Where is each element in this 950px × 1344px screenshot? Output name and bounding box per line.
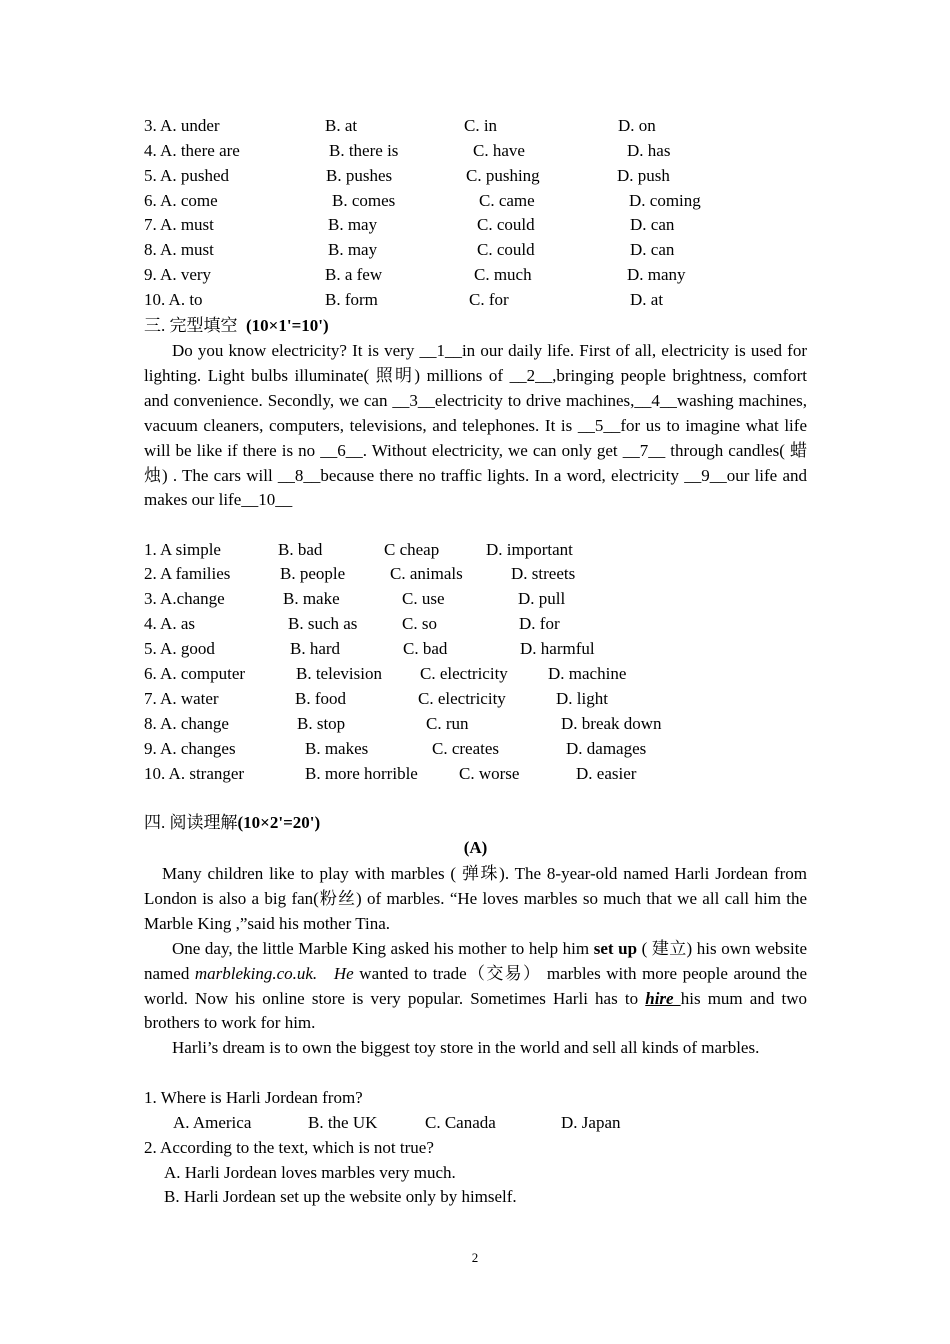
- reading-paragraph-3: Harli’s dream is to own the biggest toy store in the world and sell all kinds of marbles.: [172, 1038, 760, 1058]
- p2-text-b: ( 建立) his own website named: [144, 938, 808, 983]
- prev-q5-opt-a: 8. A. must: [144, 240, 214, 259]
- s3-q3-opt-d: D. for: [519, 614, 560, 633]
- prev-q5-opt-c: C. could: [477, 240, 535, 259]
- s3-q4-opt-d: D. harmful: [520, 639, 595, 658]
- prev-q1-opt-b: B. there is: [329, 141, 399, 160]
- reading-paragraph-1: Many children like to play with marbles ( 弹珠). The 8-year-old named Harli Jordean from London is also a big fan(粉丝) of marbles. “He loves marbles so much that we all call him the Marble King ,”said his mother Tina.: [144, 864, 807, 933]
- prev-q3-opt-d: D. coming: [629, 191, 701, 210]
- prev-q4-opt-d: D. can: [630, 215, 675, 234]
- p2-he: He: [333, 963, 354, 983]
- prev-q6-opt-b: B. a few: [325, 265, 383, 284]
- cloze-passage: Do you know electricity? It is very __1__in our daily life. First of all, electricity is used for lighting. Light bulbs illuminate( 照明) millions of __2__,bringing people brightness, comfort and convenience. Secondly, we can __3__electricity to drive machines,__4__washing machines, vacuum cleaners, computers, televisions, and telephones. It is __5__for us to imagine what life will be like if there is no __6__. Without electricity, we can only get __7__ through candles( 蜡烛) . The cars will __8__because there no traffic lights. In a word, electricity __9__our life and makes our life__10__: [144, 341, 807, 510]
- s3-q6-opt-d: D. light: [556, 689, 608, 708]
- s3-q7-opt-a: 8. A. change: [144, 714, 229, 733]
- s3-q6-opt-a: 7. A. water: [144, 689, 219, 708]
- prev-q2-opt-c: C. pushing: [466, 166, 540, 185]
- section3-score: (10×1'=10'): [246, 316, 329, 335]
- prev-q4-opt-b: B. may: [328, 215, 378, 234]
- s3-q2-opt-c: C. use: [402, 589, 445, 608]
- s3-q1-opt-c: C. animals: [390, 564, 463, 583]
- p2-hire: hire: [645, 988, 681, 1008]
- part-label: (A): [463, 838, 488, 857]
- s3-q3-opt-b: B. such as: [288, 614, 358, 633]
- prev-q1-opt-a: 4. A. there are: [144, 141, 240, 160]
- s3-q8-opt-c: C. creates: [432, 739, 500, 758]
- s3-q8-opt-a: 9. A. changes: [144, 739, 236, 758]
- p2-set-up: set up: [593, 938, 638, 958]
- prev-q6-opt-a: 9. A. very: [144, 265, 212, 284]
- s3-q5-opt-b: B. television: [296, 664, 382, 683]
- section3-heading: [144, 314, 329, 338]
- s3-q6-opt-b: B. food: [295, 689, 346, 708]
- s3-q4-opt-a: 5. A. good: [144, 639, 215, 658]
- prev-q7-opt-c: C. for: [469, 290, 509, 309]
- s3-q2-opt-d: D. pull: [518, 589, 566, 608]
- question-1: 1. Where is Harli Jordean from?: [144, 1088, 363, 1107]
- prev-q0-opt-a: 3. A. under: [144, 116, 220, 135]
- s3-q2-opt-b: B. make: [283, 589, 340, 608]
- question-2: 2. According to the text, which is not true?: [144, 1138, 434, 1157]
- s3-q5-opt-c: C. electricity: [420, 664, 508, 683]
- prev-q4-opt-a: 7. A. must: [144, 215, 214, 234]
- s3-q0-opt-b: B. bad: [278, 540, 323, 559]
- s3-q3-opt-a: 4. A. as: [144, 614, 195, 633]
- q2-option-a: A. Harli Jordean loves marbles very much.: [164, 1163, 456, 1182]
- section3-title: 三. 完型填空: [144, 316, 238, 335]
- prev-q1-opt-d: D. has: [627, 141, 671, 160]
- s3-q9-opt-c: C. worse: [459, 764, 520, 783]
- reading-paragraph-2: [144, 937, 807, 1037]
- prev-q5-opt-b: B. may: [328, 240, 378, 259]
- prev-q5-opt-d: D. can: [630, 240, 675, 259]
- prev-q2-opt-a: 5. A. pushed: [144, 166, 229, 185]
- prev-q6-opt-c: C. much: [474, 265, 532, 284]
- s3-q7-opt-d: D. break down: [561, 714, 662, 733]
- q2-option-b: B. Harli Jordean set up the website only by himself.: [164, 1187, 517, 1206]
- prev-q2-opt-b: B. pushes: [326, 166, 393, 185]
- s3-q7-opt-b: B. stop: [297, 714, 346, 733]
- s3-q1-opt-d: D. streets: [511, 564, 576, 583]
- p2-text-d: his mum and two brothers to work for him.: [144, 988, 807, 1033]
- q1-option-a: A. America: [173, 1113, 252, 1132]
- p2-text-c: wanted to trade（交易） marbles with more people around the world. Now his online store is very popular. Sometimes Harli has to: [144, 963, 807, 1008]
- prev-q0-opt-c: C. in: [464, 116, 498, 135]
- s3-q3-opt-c: C. so: [402, 614, 437, 633]
- s3-q6-opt-c: C. electricity: [418, 689, 506, 708]
- s3-q9-opt-a: 10. A. stranger: [144, 764, 245, 783]
- q1-option-b: B. the UK: [308, 1113, 378, 1132]
- prev-q0-opt-d: D. on: [618, 116, 656, 135]
- section4-score: (10×2'=20'): [237, 813, 321, 832]
- s3-q4-opt-b: B. hard: [290, 639, 341, 658]
- prev-q3-opt-c: C. came: [479, 191, 535, 210]
- section4-title: 四. 阅读理解: [144, 813, 238, 832]
- prev-q1-opt-c: C. have: [473, 141, 525, 160]
- q1-option-c: C. Canada: [425, 1113, 496, 1132]
- prev-q0-opt-b: B. at: [325, 116, 358, 135]
- s3-q7-opt-c: C. run: [426, 714, 469, 733]
- prev-q3-opt-b: B. comes: [332, 191, 396, 210]
- s3-q2-opt-a: 3. A.change: [144, 589, 225, 608]
- prev-q6-opt-d: D. many: [627, 265, 686, 284]
- prev-q7-opt-b: B. form: [325, 290, 378, 309]
- section4-heading: [144, 811, 320, 835]
- s3-q5-opt-d: D. machine: [548, 664, 627, 683]
- prev-q2-opt-d: D. push: [617, 166, 670, 185]
- s3-q8-opt-b: B. makes: [305, 739, 369, 758]
- s3-q1-opt-a: 2. A families: [144, 564, 231, 583]
- prev-q4-opt-c: C. could: [477, 215, 535, 234]
- s3-q9-opt-b: B. more horrible: [305, 764, 418, 783]
- s3-q4-opt-c: C. bad: [403, 639, 448, 658]
- reading-passage: [144, 862, 807, 1061]
- s3-q9-opt-d: D. easier: [576, 764, 637, 783]
- p2-text-a: One day, the little Marble King asked his mother to help him: [172, 938, 594, 958]
- section3-passage: [144, 339, 807, 513]
- q1-option-d: D. Japan: [561, 1113, 621, 1132]
- s3-q0-opt-a: 1. A simple: [144, 540, 221, 559]
- prev-q7-opt-a: 10. A. to: [144, 290, 203, 309]
- s3-q1-opt-b: B. people: [280, 564, 346, 583]
- s3-q0-opt-d: D. important: [486, 540, 573, 559]
- s3-q8-opt-d: D. damages: [566, 739, 647, 758]
- prev-q3-opt-a: 6. A. come: [144, 191, 218, 210]
- s3-q5-opt-a: 6. A. computer: [144, 664, 246, 683]
- s3-q0-opt-c: C cheap: [384, 540, 440, 559]
- prev-q7-opt-d: D. at: [630, 290, 664, 309]
- page-number: 2: [471, 1250, 479, 1265]
- p2-website: marbleking.co.uk.: [194, 963, 318, 983]
